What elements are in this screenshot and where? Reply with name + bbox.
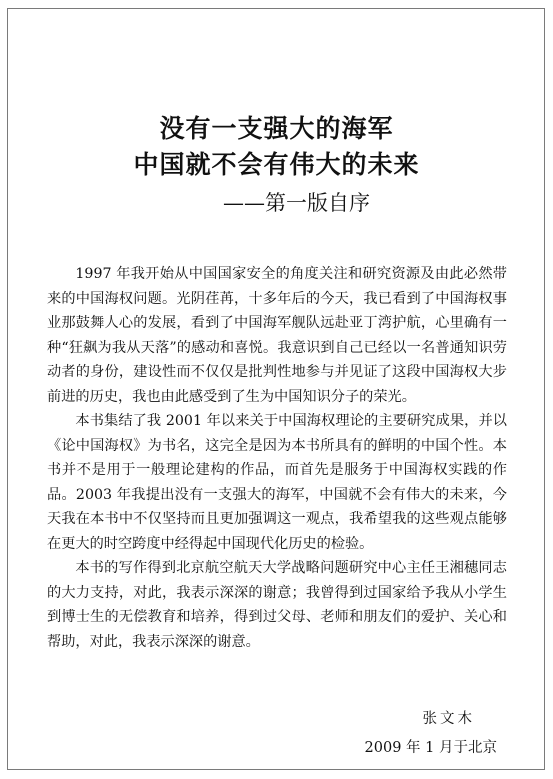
- body-text: [47, 262, 507, 654]
- title-line-1: 没有一支强大的海军: [159, 114, 394, 143]
- paragraph-2: 本书集结了我 2001 年以来关于中国海权理论的主要研究成果，并以《论中国海权》为书名，这完全是因为本书所具有的鲜明的中国个性。本书并不是用于一般理论建构的作品，而首先是服务于中国海权实践的作品。2003 年我提出没有一支强大的海军，中国就不会有伟大的未来，今天我在本书中不仅坚持而且更加强调这一观点，我希望我的这些观点能够在更大的时空跨度中经得起中国现代化历史的检验。: [47, 413, 507, 552]
- author-signature: 张文木: [422, 711, 475, 727]
- paragraph-3: 本书的写作得到北京航空航天大学战略问题研究中心主任王湘穗同志的大力支持，对此，我表示深深的谢意；我曾得到过国家给予我从小学生到博士生的无偿教育和培养，得到过父母、老师和朋友们的爱护、关心和帮助，对此，我表示深深的谢意。: [47, 560, 507, 650]
- title-line-2: 中国就不会有伟大的未来: [133, 150, 420, 179]
- subtitle: ——第一版自序: [223, 191, 370, 215]
- paragraph-1: 1997 年我开始从中国国家安全的角度关注和研究资源及由此必然带来的中国海权问题。光阴荏苒，十多年后的今天，我已看到了中国海权事业那鼓舞人心的发展，看到了中国海军舰队远赴亚丁湾护航，心里确有一种“狂飙为我从天落”的感动和喜悦。我意识到自己已经以一名普通知识劳动者的身份，建设性而不仅仅是批判性地参与并见证了这段中国海权大步前进的历史，我也由此感受到了生为中国知识分子的荣光。: [47, 266, 507, 405]
- date-place: 2009 年 1 月于北京: [364, 740, 497, 756]
